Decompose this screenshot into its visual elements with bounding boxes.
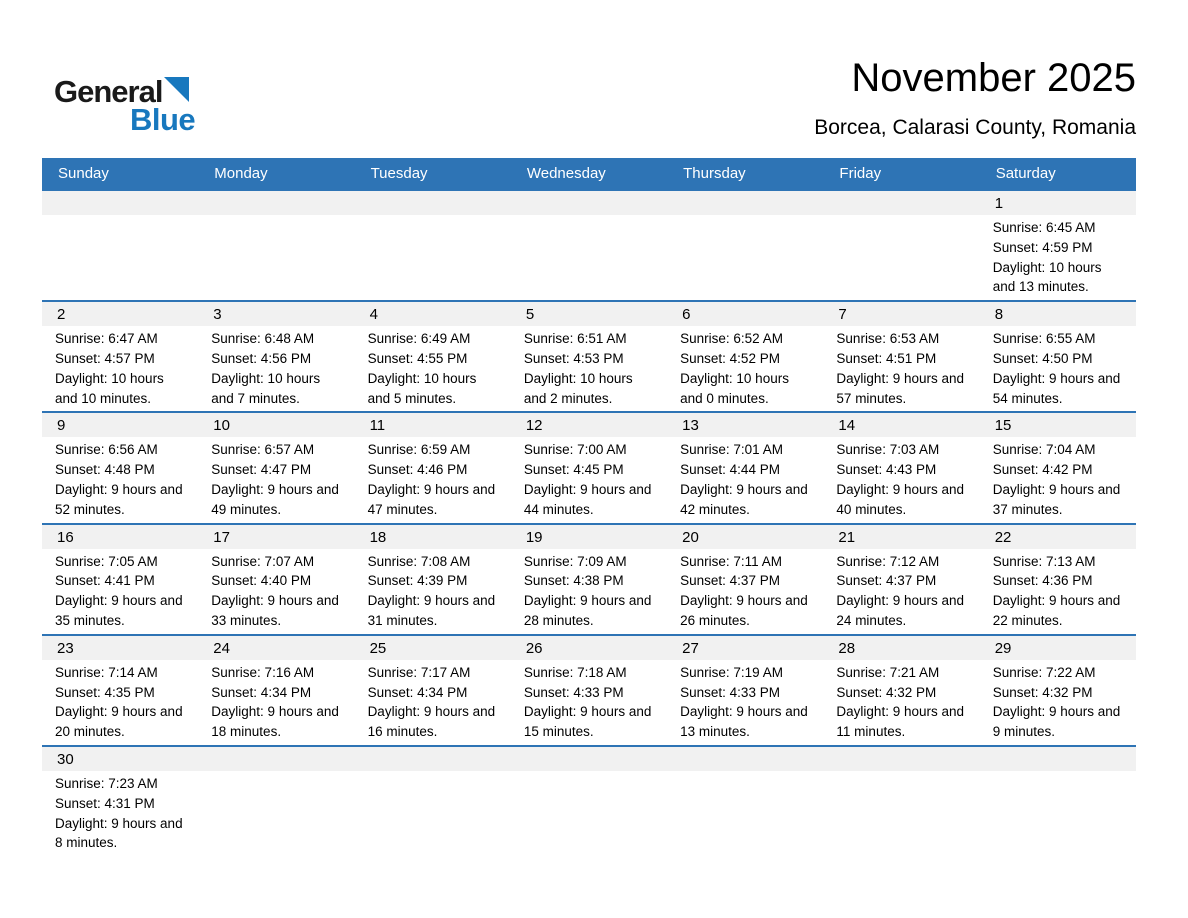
day-details — [355, 437, 511, 522]
sunrise-text: Sunrise: 7:04 AM — [992, 442, 1096, 458]
day-cell — [823, 525, 979, 634]
weekday-saturday: Saturday — [995, 165, 1056, 182]
calendar-week-row — [42, 189, 1136, 300]
day-details — [355, 326, 511, 411]
sunrise-text: Sunrise: 6:47 AM — [55, 331, 158, 347]
day-cell — [42, 636, 198, 745]
sunrise-text: Sunrise: 7:23 AM — [55, 775, 158, 791]
daylight-text: Daylight: 9 hours and 24 minutes. — [836, 593, 964, 628]
sunset-text: Sunset: 4:37 PM — [680, 573, 780, 589]
day-number — [355, 191, 511, 215]
day-details — [355, 215, 511, 298]
daylight-text: Daylight: 9 hours and 18 minutes. — [211, 704, 339, 740]
daylight-text: Daylight: 9 hours and 37 minutes. — [992, 481, 1121, 517]
day-number: 28 — [823, 636, 979, 660]
day-cell — [823, 302, 979, 411]
day-details — [823, 326, 979, 411]
daylight-text: Daylight: 9 hours and 44 minutes. — [523, 481, 652, 517]
day-number: 25 — [355, 636, 511, 660]
day-details — [198, 326, 354, 411]
sunset-text: Sunset: 4:34 PM — [211, 684, 312, 700]
day-number — [511, 747, 667, 771]
day-cell — [42, 302, 198, 411]
sunrise-text: Sunrise: 7:14 AM — [55, 664, 158, 680]
sunset-text: Sunset: 4:48 PM — [55, 462, 155, 478]
day-cell — [42, 525, 198, 634]
day-cell — [667, 636, 823, 745]
day-cell — [823, 636, 979, 745]
empty-day-cell — [42, 191, 198, 300]
calendar-week-row — [42, 634, 1136, 745]
day-details — [667, 549, 823, 634]
day-cell — [355, 413, 511, 522]
empty-day-cell — [823, 191, 979, 300]
day-number: 27 — [667, 636, 823, 660]
day-details — [511, 660, 667, 745]
day-number — [667, 191, 823, 215]
day-number — [980, 747, 1136, 771]
day-cell — [198, 636, 354, 745]
sunrise-text: Sunrise: 7:21 AM — [836, 664, 940, 680]
day-details — [511, 437, 667, 522]
day-details — [667, 771, 823, 854]
sunrise-text: Sunrise: 7:17 AM — [367, 664, 471, 680]
sunset-text: Sunset: 4:56 PM — [211, 350, 312, 366]
sunrise-text: Sunrise: 7:13 AM — [992, 553, 1096, 569]
weekday-thursday: Thursday — [683, 165, 746, 182]
day-details — [980, 215, 1136, 300]
day-number: 7 — [823, 302, 979, 326]
day-number: 6 — [667, 302, 823, 326]
day-details — [198, 437, 354, 522]
sunrise-text: Sunrise: 6:53 AM — [836, 331, 940, 347]
day-number: 22 — [980, 525, 1136, 549]
sunset-text: Sunset: 4:43 PM — [836, 462, 937, 478]
day-details — [42, 549, 198, 634]
sunset-text: Sunset: 4:38 PM — [523, 573, 624, 589]
day-cell — [667, 525, 823, 634]
day-number: 30 — [42, 747, 198, 771]
sunrise-text: Sunrise: 7:22 AM — [992, 664, 1096, 680]
day-number — [511, 191, 667, 215]
sunrise-text: Sunrise: 7:03 AM — [836, 442, 940, 458]
day-number: 4 — [355, 302, 511, 326]
sunrise-text: Sunrise: 6:59 AM — [367, 442, 471, 458]
daylight-text: Daylight: 10 hours and 5 minutes. — [367, 370, 477, 406]
day-cell — [511, 413, 667, 522]
day-number: 24 — [198, 636, 354, 660]
sunrise-text: Sunrise: 7:16 AM — [211, 664, 315, 680]
sunset-text: Sunset: 4:59 PM — [992, 239, 1093, 255]
day-details — [511, 215, 667, 298]
sunrise-text: Sunrise: 7:12 AM — [836, 553, 940, 569]
day-details — [823, 549, 979, 634]
day-number: 11 — [355, 413, 511, 437]
sunset-text: Sunset: 4:55 PM — [367, 350, 468, 366]
day-number: 1 — [980, 191, 1136, 215]
day-details — [198, 549, 354, 634]
sunrise-text: Sunrise: 7:01 AM — [680, 442, 783, 458]
daylight-text: Daylight: 10 hours and 0 minutes. — [680, 370, 789, 406]
weekday-wednesday: Wednesday — [526, 165, 606, 182]
daylight-text: Daylight: 9 hours and 31 minutes. — [367, 593, 496, 628]
empty-day-cell — [355, 747, 511, 856]
daylight-text: Daylight: 10 hours and 7 minutes. — [211, 370, 321, 406]
day-cell — [980, 413, 1136, 522]
sunset-text: Sunset: 4:52 PM — [680, 350, 780, 366]
daylight-text: Daylight: 9 hours and 40 minutes. — [836, 481, 964, 517]
daylight-text: Daylight: 9 hours and 49 minutes. — [211, 481, 339, 517]
day-number: 13 — [667, 413, 823, 437]
daylight-text: Daylight: 9 hours and 35 minutes. — [55, 593, 183, 628]
empty-day-cell — [511, 191, 667, 300]
day-number — [823, 191, 979, 215]
empty-day-cell — [667, 191, 823, 300]
day-cell — [355, 302, 511, 411]
daylight-text: Daylight: 9 hours and 20 minutes. — [55, 704, 183, 740]
day-cell — [42, 413, 198, 522]
day-cell — [667, 413, 823, 522]
day-details — [823, 437, 979, 522]
sunset-text: Sunset: 4:46 PM — [367, 462, 468, 478]
sunrise-text: Sunrise: 7:07 AM — [211, 553, 315, 569]
sunset-text: Sunset: 4:32 PM — [992, 684, 1093, 700]
sunset-text: Sunset: 4:53 PM — [523, 350, 624, 366]
day-details — [667, 437, 823, 522]
daylight-text: Daylight: 10 hours and 2 minutes. — [523, 370, 633, 406]
day-number: 23 — [42, 636, 198, 660]
daylight-text: Daylight: 10 hours and 10 minutes. — [55, 370, 164, 406]
daylight-text: Daylight: 9 hours and 15 minutes. — [523, 704, 652, 740]
weekday-monday: Monday — [214, 165, 268, 182]
day-details — [823, 660, 979, 745]
day-details — [667, 326, 823, 411]
calendar-grid — [42, 189, 1136, 856]
day-number — [667, 747, 823, 771]
calendar-week-row — [42, 411, 1136, 522]
sunset-text: Sunset: 4:31 PM — [55, 795, 155, 811]
daylight-text: Daylight: 9 hours and 13 minutes. — [680, 704, 808, 740]
empty-day-cell — [980, 747, 1136, 856]
day-number: 3 — [198, 302, 354, 326]
sunrise-text: Sunrise: 7:18 AM — [523, 664, 627, 680]
day-details — [823, 215, 979, 298]
day-number — [198, 191, 354, 215]
page-subtitle: Borcea, Calarasi County, Romania — [814, 116, 1136, 139]
day-number — [355, 747, 511, 771]
day-number: 8 — [980, 302, 1136, 326]
calendar — [42, 158, 1136, 856]
day-details — [42, 326, 198, 411]
day-number: 14 — [823, 413, 979, 437]
day-number: 9 — [42, 413, 198, 437]
day-number: 5 — [511, 302, 667, 326]
day-cell — [198, 413, 354, 522]
day-details — [511, 326, 667, 411]
daylight-text: Daylight: 9 hours and 42 minutes. — [680, 481, 808, 517]
title-block — [814, 58, 1136, 140]
logo-text-general: General — [54, 74, 163, 109]
sunrise-text: Sunrise: 7:19 AM — [680, 664, 783, 680]
sunset-text: Sunset: 4:36 PM — [992, 573, 1093, 589]
sunset-text: Sunset: 4:34 PM — [367, 684, 468, 700]
weekday-tuesday: Tuesday — [370, 165, 428, 182]
day-details — [980, 326, 1136, 411]
day-details — [198, 660, 354, 745]
empty-day-cell — [355, 191, 511, 300]
day-details — [355, 660, 511, 745]
sunset-text: Sunset: 4:51 PM — [836, 350, 937, 366]
day-details — [42, 215, 198, 298]
logo-text-blue: Blue — [130, 102, 196, 137]
day-number: 26 — [511, 636, 667, 660]
empty-day-cell — [667, 747, 823, 856]
sunset-text: Sunset: 4:40 PM — [211, 573, 312, 589]
day-cell — [355, 636, 511, 745]
generalblue-logo — [54, 76, 195, 135]
sunset-text: Sunset: 4:44 PM — [680, 462, 780, 478]
day-number: 20 — [667, 525, 823, 549]
daylight-text: Daylight: 9 hours and 16 minutes. — [367, 704, 496, 740]
daylight-text: Daylight: 9 hours and 22 minutes. — [992, 593, 1121, 628]
daylight-text: Daylight: 9 hours and 9 minutes. — [992, 704, 1121, 740]
day-details — [667, 660, 823, 745]
sunrise-text: Sunrise: 6:48 AM — [211, 331, 315, 347]
day-cell — [980, 525, 1136, 634]
daylight-text: Daylight: 9 hours and 26 minutes. — [680, 593, 808, 628]
sunrise-text: Sunrise: 6:55 AM — [992, 331, 1096, 347]
daylight-text: Daylight: 9 hours and 11 minutes. — [836, 704, 964, 740]
day-details — [823, 771, 979, 854]
day-cell — [198, 302, 354, 411]
day-details — [42, 437, 198, 522]
logo-triangle-icon — [164, 77, 189, 102]
day-details — [511, 549, 667, 634]
daylight-text: Daylight: 10 hours and 13 minutes. — [992, 259, 1102, 295]
sunset-text: Sunset: 4:47 PM — [211, 462, 312, 478]
sunrise-text: Sunrise: 7:05 AM — [55, 553, 158, 569]
day-cell — [511, 636, 667, 745]
sunrise-text: Sunrise: 6:57 AM — [211, 442, 315, 458]
calendar-week-row — [42, 300, 1136, 411]
sunset-text: Sunset: 4:32 PM — [836, 684, 937, 700]
empty-day-cell — [823, 747, 979, 856]
sunrise-text: Sunrise: 6:49 AM — [367, 331, 471, 347]
day-cell — [980, 191, 1136, 300]
sunset-text: Sunset: 4:39 PM — [367, 573, 468, 589]
daylight-text: Daylight: 9 hours and 8 minutes. — [55, 815, 183, 851]
weekday-sunday: Sunday — [58, 165, 109, 182]
day-number: 21 — [823, 525, 979, 549]
sunset-text: Sunset: 4:57 PM — [55, 350, 155, 366]
weekday-friday: Friday — [839, 165, 882, 182]
day-details — [980, 437, 1136, 522]
day-number: 18 — [355, 525, 511, 549]
day-number: 15 — [980, 413, 1136, 437]
day-details — [980, 549, 1136, 634]
day-number — [823, 747, 979, 771]
day-number: 2 — [42, 302, 198, 326]
day-details — [42, 660, 198, 745]
daylight-text: Daylight: 9 hours and 57 minutes. — [836, 370, 964, 406]
sunrise-text: Sunrise: 7:11 AM — [680, 553, 782, 569]
empty-day-cell — [511, 747, 667, 856]
calendar-week-row — [42, 523, 1136, 634]
day-details — [355, 771, 511, 854]
daylight-text: Daylight: 9 hours and 28 minutes. — [523, 593, 652, 628]
day-cell — [823, 413, 979, 522]
day-cell — [198, 525, 354, 634]
sunset-text: Sunset: 4:33 PM — [680, 684, 780, 700]
sunrise-text: Sunrise: 6:45 AM — [992, 220, 1096, 235]
sunset-text: Sunset: 4:41 PM — [55, 573, 155, 589]
page-title: November 2025 — [851, 56, 1136, 100]
weekday-header-row — [42, 158, 1136, 189]
day-details — [980, 660, 1136, 745]
day-cell — [667, 302, 823, 411]
day-number: 16 — [42, 525, 198, 549]
day-number: 17 — [198, 525, 354, 549]
daylight-text: Daylight: 9 hours and 33 minutes. — [211, 593, 339, 628]
day-number: 12 — [511, 413, 667, 437]
day-number: 29 — [980, 636, 1136, 660]
day-cell — [980, 302, 1136, 411]
sunrise-text: Sunrise: 6:51 AM — [523, 331, 627, 347]
day-cell — [511, 302, 667, 411]
sunrise-text: Sunrise: 7:09 AM — [523, 553, 627, 569]
sunset-text: Sunset: 4:37 PM — [836, 573, 937, 589]
day-details — [198, 771, 354, 854]
daylight-text: Daylight: 9 hours and 54 minutes. — [992, 370, 1121, 406]
day-number: 10 — [198, 413, 354, 437]
day-details — [198, 215, 354, 298]
day-cell — [42, 747, 198, 856]
sunrise-text: Sunrise: 7:08 AM — [367, 553, 471, 569]
sunset-text: Sunset: 4:42 PM — [992, 462, 1093, 478]
day-details — [980, 771, 1136, 854]
sunset-text: Sunset: 4:35 PM — [55, 684, 155, 700]
sunrise-text: Sunrise: 6:56 AM — [55, 442, 158, 458]
day-number: 19 — [511, 525, 667, 549]
sunrise-text: Sunrise: 6:52 AM — [680, 331, 783, 347]
sunrise-text: Sunrise: 7:00 AM — [523, 442, 627, 458]
day-cell — [511, 525, 667, 634]
sunset-text: Sunset: 4:33 PM — [523, 684, 624, 700]
calendar-week-row — [42, 745, 1136, 856]
day-details — [667, 215, 823, 298]
sunset-text: Sunset: 4:45 PM — [523, 462, 624, 478]
empty-day-cell — [198, 191, 354, 300]
day-cell — [980, 636, 1136, 745]
day-cell — [355, 525, 511, 634]
day-number — [42, 191, 198, 215]
day-details — [42, 771, 198, 856]
day-details — [355, 549, 511, 634]
day-details — [511, 771, 667, 854]
daylight-text: Daylight: 9 hours and 47 minutes. — [367, 481, 496, 517]
sunset-text: Sunset: 4:50 PM — [992, 350, 1093, 366]
daylight-text: Daylight: 9 hours and 52 minutes. — [55, 481, 183, 517]
empty-day-cell — [198, 747, 354, 856]
day-number — [198, 747, 354, 771]
